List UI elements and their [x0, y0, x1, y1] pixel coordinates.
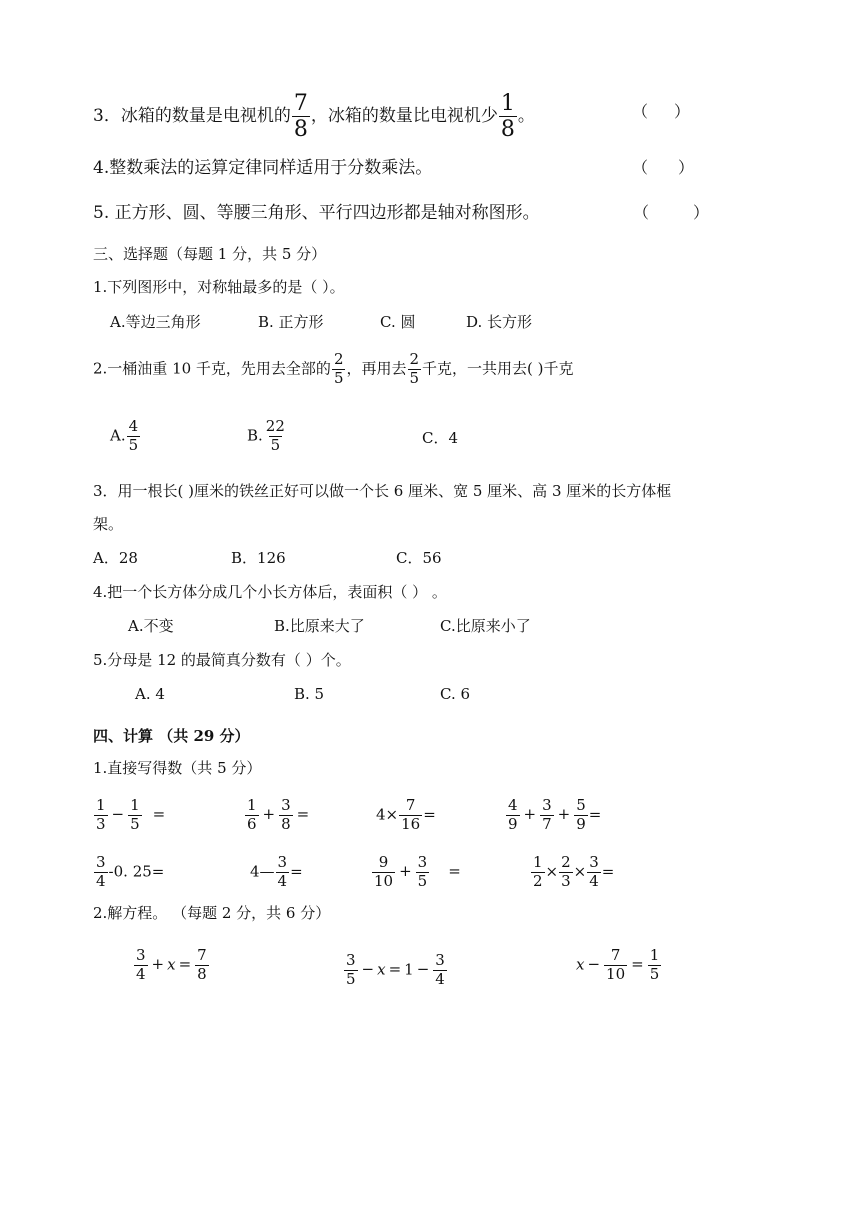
- judge-q3-suffix: 。: [517, 106, 535, 127]
- choice-q4-option-b[interactable]: B.比原来大了: [274, 617, 365, 635]
- choice-q5-option-a[interactable]: A. 4: [135, 685, 165, 703]
- choice-q4-option-a[interactable]: A.不变: [128, 617, 174, 635]
- choice-q5-option-c[interactable]: C. 6: [440, 685, 471, 703]
- calc-part2-title: 2.解方程。 （每题 2 分，共 6 分）: [93, 904, 331, 922]
- calc-r1-e3: 4× $\frac{7}{16}$ =: [376, 796, 436, 833]
- judge-q5: 5. 正方形、圆、等腰三角形、平行四边形都是轴对称图形。: [93, 203, 540, 223]
- judge-q3-answer-blank[interactable]: （ ）: [632, 102, 691, 121]
- choice-q3-option-b[interactable]: B．126: [231, 549, 286, 567]
- section-4-title: 四、计算 （共 29 分）: [93, 727, 250, 745]
- choice-q1-option-d[interactable]: D. 长方形: [466, 313, 533, 331]
- section-3-title: 三、选择题（每题 1 分，共 5 分）: [93, 245, 327, 263]
- calc-r2-e1: $\frac{3}{4}$ -0. 25=: [96, 853, 165, 890]
- fraction-2-5: $\frac{2}{5}$: [333, 350, 344, 387]
- choice-q2-option-c[interactable]: C．4: [422, 429, 459, 447]
- calc-r1-e2: $\frac{1}{6}$ + $\frac{3}{8}$ =: [247, 796, 310, 833]
- choice-q3-option-c[interactable]: C．56: [396, 549, 442, 567]
- choice-q1-option-a[interactable]: A.等边三角形: [110, 313, 201, 331]
- choice-q2-option-a[interactable]: A. $\frac{4}{5}$: [110, 417, 139, 454]
- calc-r1-e1: $\frac{1}{3}$ − $\frac{1}{5}$ =: [96, 796, 166, 833]
- judge-q3: [93, 92, 535, 141]
- fraction-2-5: $\frac{2}{5}$: [409, 350, 420, 387]
- choice-q3-option-a[interactable]: A．28: [93, 549, 138, 567]
- judge-q4-answer-blank[interactable]: （ ）: [632, 158, 695, 177]
- choice-q1-option-b[interactable]: B. 正方形: [258, 313, 324, 331]
- choice-q3-stem-line1: 3．用一根长( )厘米的铁丝正好可以做一个长 6 厘米、宽 5 厘米、高 3 厘米的长方体框: [93, 482, 672, 500]
- fraction-1-8: $\frac{1}{8}$: [500, 91, 515, 143]
- judge-q4: 4.整数乘法的运算定律同样适用于分数乘法。: [93, 158, 433, 178]
- equation-2: $\frac{3}{5}$ − x = 1 − $\frac{3}{4}$: [346, 951, 445, 988]
- fraction-7-8: $\frac{7}{8}$: [293, 91, 308, 143]
- equation-1: $\frac{3}{4}$ + x = $\frac{7}{8}$: [136, 946, 207, 983]
- calc-r2-e3: $\frac{9}{10}$ + $\frac{3}{5}$ =: [374, 853, 461, 890]
- calc-r2-e4: $\frac{1}{2}$ × $\frac{2}{3}$ × $\frac{3}{4}$ =: [533, 853, 615, 890]
- calc-part1-title: 1.直接写得数（共 5 分）: [93, 759, 262, 777]
- calc-r2-e2: 4— $\frac{3}{4}$ =: [250, 853, 303, 890]
- judge-q5-answer-blank[interactable]: （ ）: [633, 203, 710, 222]
- choice-q1-option-c[interactable]: C. 圆: [380, 313, 416, 331]
- choice-q3-stem-line2: 架。: [93, 515, 124, 533]
- choice-q2-stem: 2.一桶油重 10 千克，先用去全部的 $\frac{2}{5}$ ，再用去 $\frac{2}{5}$ 千克，一共用去( )千克: [93, 350, 574, 387]
- equation-3: x − $\frac{7}{10}$ = $\frac{1}{5}$: [576, 946, 660, 983]
- fraction-22-5: $\frac{22}{5}$: [265, 417, 285, 454]
- judge-q3-prefix: 3．冰箱的数量是电视机的: [93, 106, 291, 127]
- judge-q3-mid: ，冰箱的数量比电视机少: [310, 106, 498, 127]
- choice-q4-option-c[interactable]: C.比原来小了: [440, 617, 531, 635]
- choice-q4-stem: 4.把一个长方体分成几个小长方体后，表面积（ ） 。: [93, 583, 447, 601]
- calc-r1-e4: $\frac{4}{9}$ + $\frac{3}{7}$ + $\frac{5}{9}$ =: [508, 796, 602, 833]
- choice-q1-stem: 1.下列图形中，对称轴最多的是（ ）。: [93, 278, 345, 296]
- choice-q5-stem: 5.分母是 12 的最简真分数有（ ）个。: [93, 651, 351, 669]
- choice-q2-option-b[interactable]: B. $\frac{22}{5}$: [247, 417, 285, 454]
- choice-q5-option-b[interactable]: B. 5: [294, 685, 325, 703]
- fraction-4-5: $\frac{4}{5}$: [128, 417, 139, 454]
